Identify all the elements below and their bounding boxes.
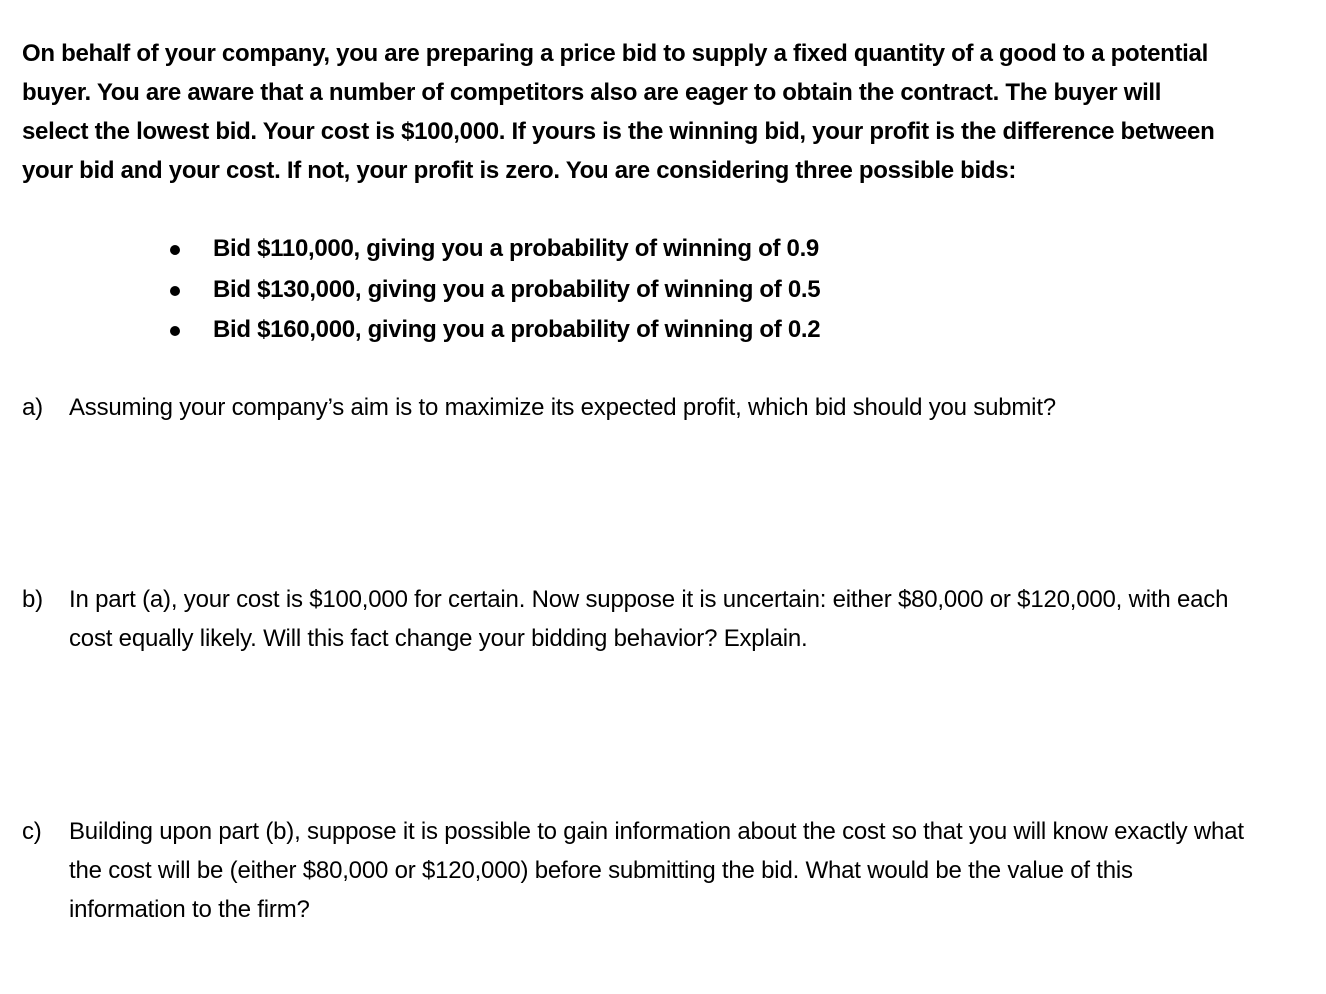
question-label: c) bbox=[22, 818, 42, 845]
bid-option-text: Bid $130,000, giving you a probability of winning of 0.5 bbox=[213, 275, 821, 303]
bullet-icon bbox=[170, 326, 180, 336]
question-text: Building upon part (b), suppose it is possible to gain information about the cost so that you will know exactly what the cost will be (either $80,000 or $120,000) before submitting the bid. What would be the value of this information to the firm? bbox=[69, 818, 1244, 923]
intro-paragraph: On behalf of your company, you are preparing a price bid to supply a fixed quantity of a good to a potential buyer. You are aware that a number of competitors also are eager to obtain the contract. The buyer will select the lowest bid. Your cost is $100,000. If yours is the winning bid, your profit is the difference between your bid and your cost. If not, your profit is zero. You are considering three possible bids: bbox=[22, 40, 1215, 184]
question-text: Assuming your company’s aim is to maximize its expected profit, which bid should you submit? bbox=[69, 394, 1056, 421]
bid-option-text: Bid $110,000, giving you a probability of winning of 0.9 bbox=[213, 235, 819, 262]
bullet-icon bbox=[170, 245, 180, 255]
question-label: b) bbox=[22, 586, 43, 613]
bid-option-text: Bid $160,000, giving you a probability of winning of 0.2 bbox=[213, 316, 821, 343]
question-text: In part (a), your cost is $100,000 for certain. Now suppose it is uncertain: either $80,000 or $120,000, with each cost equally likely. Will this fact change your bidding behavior? Explain. bbox=[69, 586, 1229, 652]
question-label: a) bbox=[22, 394, 43, 421]
bullet-icon bbox=[170, 286, 180, 296]
